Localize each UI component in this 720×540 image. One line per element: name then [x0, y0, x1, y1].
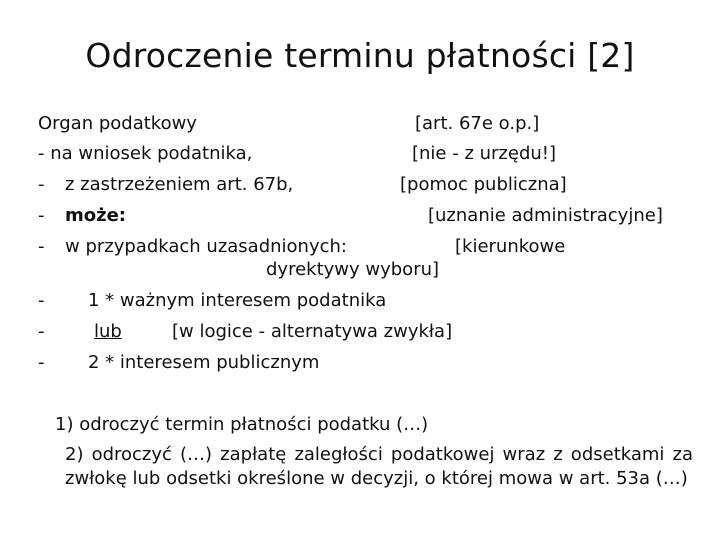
list-item-1: 1) odroczyć termin płatności podatku (…) [55, 414, 429, 435]
lub-word: lub [94, 321, 122, 342]
pomoc-publiczna-note: [pomoc publiczna] [400, 174, 567, 195]
logice-note: [w logice - alternatywa zwykła] [172, 321, 453, 342]
nie-z-urzedu-note: [nie - z urzędu!] [412, 143, 557, 164]
bullet-dash: - [38, 321, 45, 342]
dyrektywy-note: dyrektywy wyboru] [266, 259, 440, 280]
list-item-2: 2) odroczyć (…) zapłatę zaległości podatkowej wraz z odsetkami za zwłokę lub odsetki określone w decyzji, o której mowa w art. 53a (…) [65, 444, 693, 489]
moze-line: może: [65, 205, 127, 226]
bullet-dash: - [38, 290, 45, 311]
interes-podatnika-line: 1 * ważnym interesem podatnika [88, 290, 387, 311]
interes-publiczny-line: 2 * interesem publicznym [88, 352, 320, 373]
bullet-dash: - [38, 174, 45, 195]
organ-line: Organ podatkowy [38, 113, 197, 134]
przypadki-line: w przypadkach uzasadnionych: [65, 236, 347, 257]
zastrzezenie-line: z zastrzeżeniem art. 67b, [65, 174, 294, 195]
uznanie-note: [uznanie administracyjne] [428, 205, 663, 226]
slide-title: Odroczenie terminu płatności [2] [85, 36, 635, 75]
kierunkowe-note: [kierunkowe [455, 236, 566, 257]
wniosek-line: - na wniosek podatnika, [38, 143, 253, 164]
article-ref: [art. 67e o.p.] [415, 113, 540, 134]
bullet-dash: - [38, 205, 45, 226]
bullet-dash: - [38, 236, 45, 257]
bullet-dash: - [38, 352, 45, 373]
